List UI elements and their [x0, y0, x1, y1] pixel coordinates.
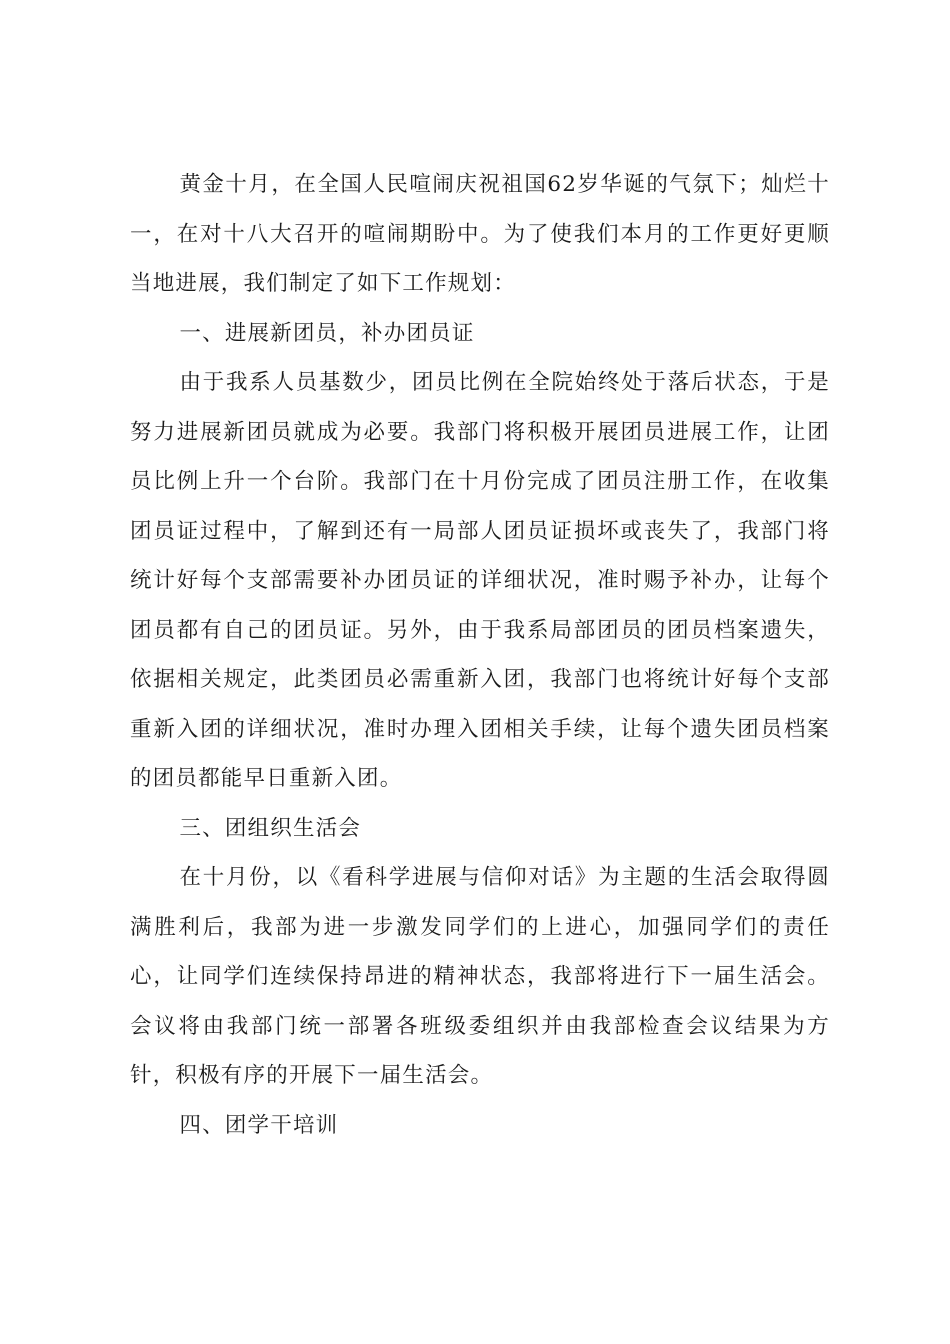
section-heading-training: 四、团学干培训: [179, 1112, 339, 1138]
intro-paragraph: 黄金十月，在全国人民喧闹庆祝祖国62岁华诞的气氛下；灿烂十一，在对十八大召开的喧闹期盼中。为了使我们本月的工作更好更顺当地进展，我们制定了如下工作规划：: [130, 172, 830, 296]
new-members-paragraph: 由于我系人员基数少，团员比例在全院始终处于落后状态，于是努力进展新团员就成为必要。我部门将积极开展团员进展工作，让团员比例上升一个台阶。我部门在十月份完成了团员注册工作，在收集团员证过程中，了解到还有一局部人团员证损坏或丧失了，我部门将统计好每个支部需要补办团员证的详细状况，准时赐予补办，让每个团员都有自己的团员证。另外，由于我系局部团员的团员档案遗失，依据相关规定，此类团员必需重新入团，我部门也将统计好每个支部重新入团的详细状况，准时办理入团相关手续，让每个遗失团员档案的团员都能早日重新入团。: [130, 370, 830, 791]
section-heading-new-members: 一、进展新团员，补办团员证: [179, 320, 475, 346]
life-meeting-paragraph: 在十月份，以《看科学进展与信仰对话》为主题的生活会取得圆满胜利后，我部为进一步激发同学们的上进心，加强同学们的责任心，让同学们连续保持昂进的精神状态，我部将进行下一届生活会。会议将由我部门统一部署各班级委组织并由我部检查会议结果为方针，积极有序的开展下一届生活会。: [130, 865, 830, 1088]
document-body: [130, 160, 830, 1150]
section-heading-life-meeting: 三、团组织生活会: [179, 815, 362, 841]
